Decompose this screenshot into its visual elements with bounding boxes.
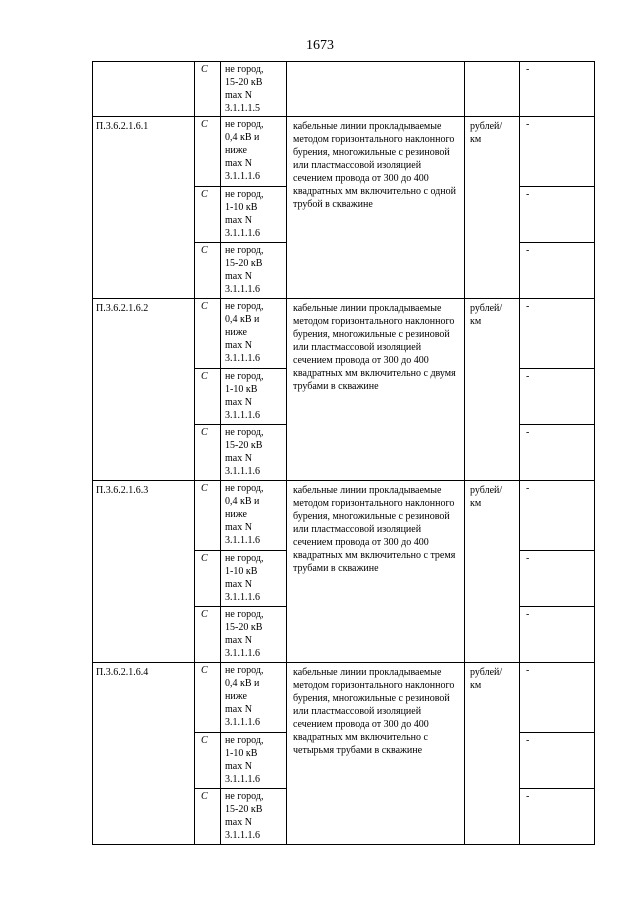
parameter-line: не город, bbox=[225, 483, 264, 494]
parameter-line: 3.1.1.1.6 bbox=[225, 592, 260, 603]
table-row bbox=[93, 663, 595, 733]
parameter-line: 1-10 кВ bbox=[225, 566, 258, 577]
parameter-line: ниже bbox=[225, 691, 247, 702]
parameter-line: не город, bbox=[225, 64, 264, 75]
parameter-line: не город, bbox=[225, 301, 264, 312]
parameter-cell bbox=[221, 299, 287, 369]
parameter-line: 1-10 кВ bbox=[225, 202, 258, 213]
parameter-line: 0,4 кВ и bbox=[225, 314, 260, 325]
condition-cell: C bbox=[195, 663, 221, 733]
parameter-line: 3.1.1.1.5 bbox=[225, 103, 260, 114]
parameter-line: max N bbox=[225, 158, 252, 169]
value-cell: - bbox=[520, 117, 595, 187]
parameter-line: 3.1.1.1.6 bbox=[225, 353, 260, 364]
table-row bbox=[93, 299, 595, 369]
condition-cell: C bbox=[195, 733, 221, 789]
parameter-line: max N bbox=[225, 340, 252, 351]
parameter-line: 3.1.1.1.6 bbox=[225, 228, 260, 239]
parameter-line: 3.1.1.1.6 bbox=[225, 830, 260, 841]
condition-cell: C bbox=[195, 299, 221, 369]
unit-cell: рублей/ км bbox=[465, 663, 520, 845]
parameter-line: 0,4 кВ и bbox=[225, 496, 260, 507]
parameter-line: max N bbox=[225, 215, 252, 226]
parameter-line: max N bbox=[225, 271, 252, 282]
parameter-line: 3.1.1.1.6 bbox=[225, 774, 260, 785]
parameter-cell bbox=[221, 243, 287, 299]
code-cell bbox=[93, 62, 195, 117]
parameter-line: max N bbox=[225, 397, 252, 408]
value-cell: - bbox=[520, 481, 595, 551]
condition-cell: C bbox=[195, 243, 221, 299]
parameter-line: не город, bbox=[225, 371, 264, 382]
value-cell: - bbox=[520, 607, 595, 663]
parameter-line: max N bbox=[225, 817, 252, 828]
unit-cell: рублей/ км bbox=[465, 117, 520, 299]
description-cell: кабельные линии прокладываемые методом горизонтального наклонного бурения, многожильные с резиновой или пластмассовой изоляцией сечением провода от 300 до 400 квадратных мм включительно с двумя трубами в скважине bbox=[287, 299, 465, 481]
parameter-line: max N bbox=[225, 90, 252, 101]
condition-cell: C bbox=[195, 369, 221, 425]
parameter-line: ниже bbox=[225, 327, 247, 338]
parameter-cell bbox=[221, 607, 287, 663]
parameter-line: 3.1.1.1.6 bbox=[225, 284, 260, 295]
parameter-line: 3.1.1.1.6 bbox=[225, 717, 260, 728]
value-cell: - bbox=[520, 425, 595, 481]
code-cell: П.3.6.2.1.6.1 bbox=[93, 117, 195, 299]
condition-cell: C bbox=[195, 187, 221, 243]
table-row bbox=[93, 117, 595, 187]
parameter-cell bbox=[221, 187, 287, 243]
value-cell: - bbox=[520, 663, 595, 733]
table-row bbox=[93, 62, 595, 117]
parameter-line: max N bbox=[225, 635, 252, 646]
description-cell: кабельные линии прокладываемые методом горизонтального наклонного бурения, многожильные с резиновой или пластмассовой изоляцией сечением провода от 300 до 400 квадратных мм включительно с одной трубой в скважине bbox=[287, 117, 465, 299]
parameter-line: max N bbox=[225, 522, 252, 533]
unit-cell: рублей/ км bbox=[465, 299, 520, 481]
parameter-line: 15-20 кВ bbox=[225, 440, 263, 451]
page-number: 1673 bbox=[306, 38, 334, 53]
condition-cell: C bbox=[195, 789, 221, 845]
tariff-table bbox=[92, 61, 595, 845]
parameter-line: ниже bbox=[225, 509, 247, 520]
parameter-line: не город, bbox=[225, 427, 264, 438]
parameter-line: не город, bbox=[225, 609, 264, 620]
parameter-line: не город, bbox=[225, 245, 264, 256]
condition-cell: C bbox=[195, 117, 221, 187]
parameter-line: не город, bbox=[225, 665, 264, 676]
parameter-cell bbox=[221, 481, 287, 551]
value-cell: - bbox=[520, 299, 595, 369]
parameter-line: не город, bbox=[225, 735, 264, 746]
value-cell: - bbox=[520, 243, 595, 299]
description-cell: кабельные линии прокладываемые методом горизонтального наклонного бурения, многожильные с резиновой или пластмассовой изоляцией сечением провода от 300 до 400 квадратных мм включительно с тремя трубами в скважине bbox=[287, 481, 465, 663]
parameter-line: 3.1.1.1.6 bbox=[225, 466, 260, 477]
value-cell: - bbox=[520, 789, 595, 845]
parameter-line: не город, bbox=[225, 553, 264, 564]
parameter-line: не город, bbox=[225, 791, 264, 802]
unit-cell: рублей/ км bbox=[465, 481, 520, 663]
condition-cell: C bbox=[195, 551, 221, 607]
parameter-line: не город, bbox=[225, 119, 264, 130]
condition-cell: C bbox=[195, 62, 221, 117]
parameter-line: 3.1.1.1.6 bbox=[225, 648, 260, 659]
parameter-cell bbox=[221, 733, 287, 789]
code-cell: П.3.6.2.1.6.3 bbox=[93, 481, 195, 663]
parameter-line: max N bbox=[225, 761, 252, 772]
parameter-line: не город, bbox=[225, 189, 264, 200]
condition-cell: C bbox=[195, 481, 221, 551]
description-cell bbox=[287, 62, 465, 117]
parameter-cell bbox=[221, 551, 287, 607]
condition-cell: C bbox=[195, 425, 221, 481]
value-cell: - bbox=[520, 62, 595, 117]
parameter-line: max N bbox=[225, 453, 252, 464]
parameter-cell bbox=[221, 117, 287, 187]
parameter-cell bbox=[221, 425, 287, 481]
value-cell: - bbox=[520, 551, 595, 607]
description-cell: кабельные линии прокладываемые методом горизонтального наклонного бурения, многожильные с резиновой или пластмассовой изоляцией сечением провода от 300 до 400 квадратных мм включительно с четырьмя трубами в скважине bbox=[287, 663, 465, 845]
parameter-line: 3.1.1.1.6 bbox=[225, 535, 260, 546]
parameter-line: 15-20 кВ bbox=[225, 77, 263, 88]
parameter-line: 3.1.1.1.6 bbox=[225, 410, 260, 421]
parameter-cell bbox=[221, 369, 287, 425]
condition-cell: C bbox=[195, 607, 221, 663]
value-cell: - bbox=[520, 369, 595, 425]
parameter-cell bbox=[221, 789, 287, 845]
parameter-line: 0,4 кВ и bbox=[225, 132, 260, 143]
value-cell: - bbox=[520, 733, 595, 789]
parameter-line: 0,4 кВ и bbox=[225, 678, 260, 689]
parameter-line: 1-10 кВ bbox=[225, 384, 258, 395]
code-cell: П.3.6.2.1.6.2 bbox=[93, 299, 195, 481]
unit-cell bbox=[465, 62, 520, 117]
value-cell: - bbox=[520, 187, 595, 243]
parameter-line: 1-10 кВ bbox=[225, 748, 258, 759]
table-body bbox=[93, 62, 595, 845]
parameter-line: 15-20 кВ bbox=[225, 258, 263, 269]
parameter-line: ниже bbox=[225, 145, 247, 156]
parameter-line: 15-20 кВ bbox=[225, 622, 263, 633]
code-cell: П.3.6.2.1.6.4 bbox=[93, 663, 195, 845]
parameter-line: 3.1.1.1.6 bbox=[225, 171, 260, 182]
parameter-cell bbox=[221, 663, 287, 733]
parameter-cell bbox=[221, 62, 287, 117]
parameter-line: max N bbox=[225, 704, 252, 715]
parameter-line: 15-20 кВ bbox=[225, 804, 263, 815]
table-row bbox=[93, 481, 595, 551]
parameter-line: max N bbox=[225, 579, 252, 590]
